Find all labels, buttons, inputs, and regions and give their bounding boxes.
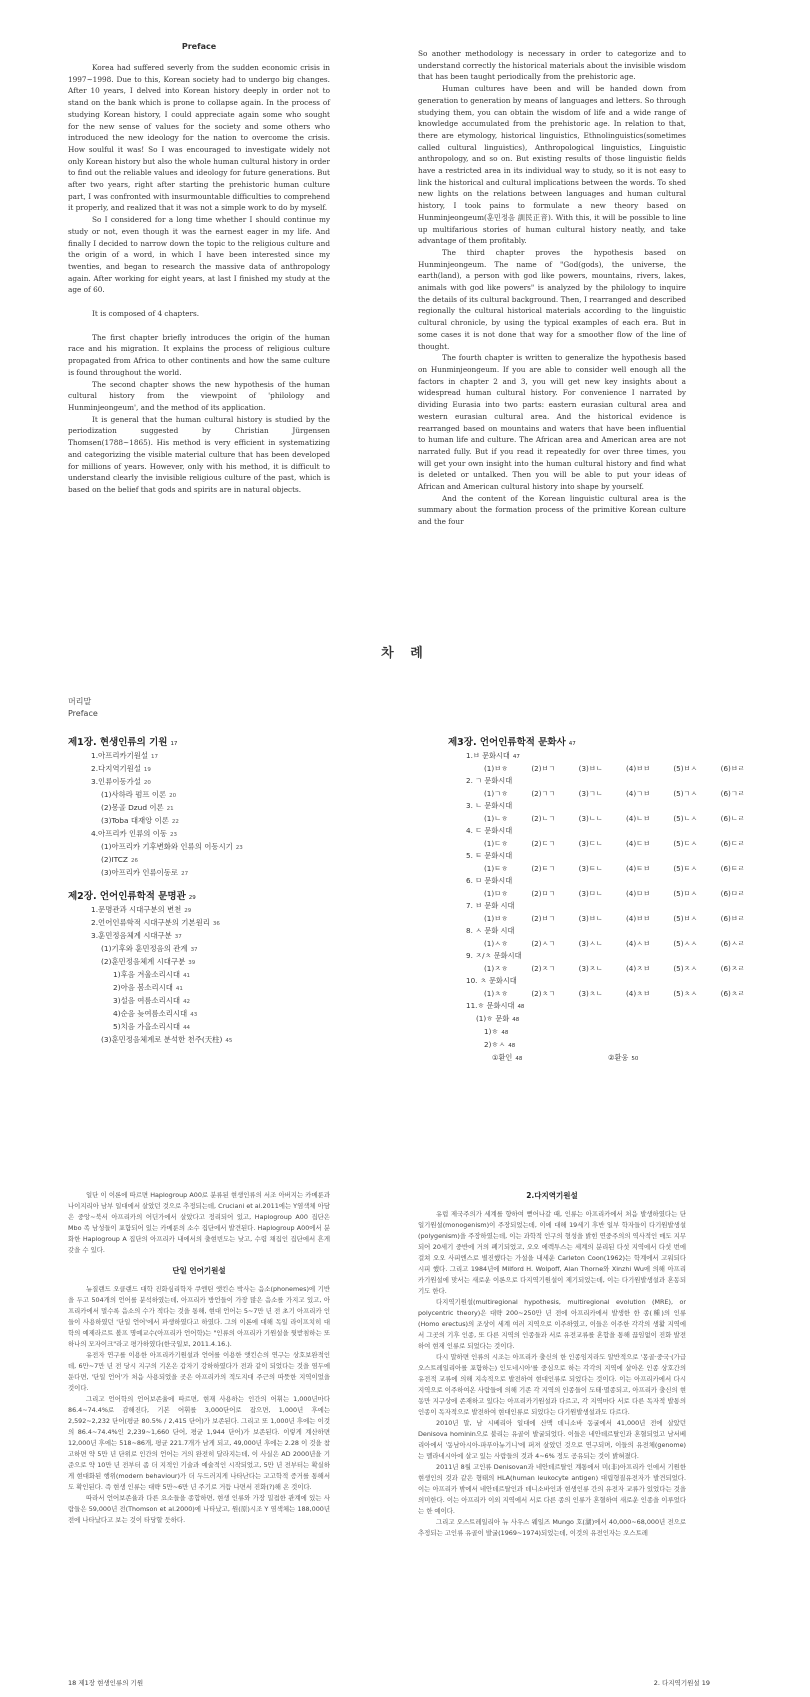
- toc-left-column: [68, 734, 368, 1047]
- toc-entry: (2)몽골 Dzud 이론 21: [101, 803, 174, 812]
- table-of-contents: [0, 600, 810, 1140]
- toc-section: 8. ㅅ 문화 시대: [466, 926, 515, 935]
- body-spread: [0, 1180, 810, 1697]
- toc-title: 차 례: [381, 646, 429, 661]
- preface-paragraph: It is general that the human cultural history is studied by the periodization suggested by Christian Jürgensen Thomsen(1788~1865). His method is very efficient in systematizing and categorizing the visible material culture that has been developed for millions of years. However, only with his method, it is difficult to understand clearly the invisible religious culture of the past, which is based on the belief that gods and spirits are in natural objects.: [68, 414, 330, 494]
- toc-entry: 3.훈민정음체계 시대구분 37: [91, 931, 182, 940]
- toc-subsection: (4)ㅈㅂ: [625, 964, 651, 973]
- toc-subsection: (6)ㄱㄹ: [720, 789, 745, 798]
- toc-subsection: (2)ㅅㄱ: [531, 939, 556, 948]
- toc-section: 10. ㅊ 문화시대: [466, 976, 517, 985]
- body-paragraph: 그리고 오스트레일리아 뉴 사우스 웨일즈 Mungo 호(湖)에서 40,000~68,000년 전으로 추정되는 고인류 유골이 발굴(1969~1974)되었는데, 이것의 유전인자는 오스트레: [418, 1518, 686, 1537]
- toc-subsection: (1)ㅊㅎ: [484, 989, 509, 998]
- toc-subsection: (3)ㅈㄴ: [578, 964, 603, 973]
- toc-subsection-row: [448, 888, 768, 900]
- toc-spacer: [68, 880, 368, 888]
- toc-subsection: (3)ㄷㄴ: [578, 839, 603, 848]
- toc-entry: 1.문명관과 시대구분의 변천 29: [91, 905, 192, 914]
- toc-entry: 1.아프리카기원설 17: [91, 751, 159, 760]
- toc-subsection: (1)ㅁㅎ: [484, 889, 509, 898]
- toc-section: 1.ㅂ 문화시대 47: [466, 751, 520, 760]
- preface-left-column: [68, 42, 330, 496]
- toc-subsection: (5)ㄷㅅ: [673, 839, 698, 848]
- toc-subsection: (5)ㅊㅅ: [673, 989, 698, 998]
- body-right-column: [418, 1190, 686, 1539]
- body-paragraph: 일단 이 이론에 따르면 Haplogroup A00로 분류된 현생인류의 서조 아버지는 카메룬과 나이지리아 남부 일대에서 살았던 것으로 추정되는데, Cruciani et al.2011에는 Y염색체 아담은 중앙~북서 아프리카의 어딘가에서 살았다고 정리되어 있고, Haplogroup A00 집단은 Mbo 족 남성들이 포함되어 있는 카메룬의 소수 집단에서 발견된다. Haplogroup A00에서 분화한 Haplogroup A 집단의 아프리카 내에서의 출현빈도는 낮고, 수렵 채집인 집단에서 흔게 갖을 수 있다.: [68, 1191, 330, 1254]
- toc-subsection: (2)ㄴㄱ: [531, 814, 556, 823]
- toc-item: 1)ㅎ 48: [484, 1027, 509, 1036]
- section-heading: 단일 언어기원설: [172, 1266, 226, 1275]
- toc-subsection: (2)ㅁㄱ: [531, 889, 556, 898]
- toc-chapter-3: 제3장. 언어인류학적 문화사 47: [448, 737, 576, 748]
- toc-subsection-row: [448, 813, 768, 825]
- body-paragraph: 2010년 말, 남 시베리아 일대에 산맥 데니소바 동굴에서 41,000년 전에 살았던 Denisova hominin으로 불리는 유골이 발굴되었다. 이들은 네안데르탈인과 혼혈되었고 남서베리아에서 '동남아시아-파푸아뉴기니'에 퍼져 살았던 것으로 연구되며, 이들의 유전체(genome)는 멜라네시아에 살고 있는 사람들의 것과 4~6% 정도 공유되는 것이 밝혀졌다.: [418, 1419, 686, 1460]
- body-paragraph: 따라서 언어보존율과 다른 요소들을 종합하면, 현생 인류와 가장 밀접한 관계에 있는 사람들은 59,000년 전(Thomson et al.2000)에 나타났고, 원(原)시조 Y 염색체는 188,000년 전에 나타났다고 보는 것이 타당할 듯하다.: [68, 1494, 330, 1524]
- toc-subsection: (4)ㄱㅂ: [625, 789, 651, 798]
- preface-paragraph: The second chapter shows the new hypothesis of the human cultural history from the viewpoint of 'philology and Hunminjeongeum', and the method of its application.: [68, 379, 330, 412]
- toc-subsection: (1)ㄴㅎ: [484, 814, 509, 823]
- toc-subsection: (1)ㅎ 문화 48: [476, 1014, 520, 1023]
- toc-subsection: (4)ㄴㅂ: [625, 814, 651, 823]
- toc-subsection: (3)ㅁㄴ: [578, 889, 603, 898]
- toc-entry: 3)설음 여름소리시대 42: [113, 996, 191, 1005]
- toc-entry: (2)훈민정음체계 시대구분 39: [101, 957, 196, 966]
- toc-subsection: (4)ㅌㅂ: [625, 864, 651, 873]
- toc-entry: (1)아프리카 기후변화와 인류의 이동시기 23: [101, 842, 243, 851]
- toc-subsection: (1)ㄷㅎ: [484, 839, 509, 848]
- toc-subsection: (6)ㅅㄹ: [720, 939, 745, 948]
- toc-subsection: (5)ㅂㅅ: [673, 764, 698, 773]
- toc-entry: 3.인류이동가설 20: [91, 777, 151, 786]
- toc-entry: 2.다지역기원설 19: [91, 764, 151, 773]
- toc-subsection: (5)ㄴㅅ: [673, 814, 698, 823]
- preface-paragraph: And the content of the Korean linguistic cultural area is the summary about the formation process of the primitive Korean culture and the four: [418, 493, 686, 527]
- toc-subsection: (6)ㅊㄹ: [720, 989, 745, 998]
- toc-subsection: (1)ㅂㅎ: [484, 764, 509, 773]
- toc-subsection: (2)ㅂㄱ: [531, 764, 556, 773]
- toc-front-matter: [68, 696, 98, 720]
- toc-subsection: (3)ㅊㄴ: [578, 989, 603, 998]
- toc-entry: 1)후음 겨울소리시대 41: [113, 970, 191, 979]
- toc-subsection: (5)ㅂㅅ: [673, 914, 698, 923]
- toc-subsection: (2)ㅊㄱ: [531, 989, 556, 998]
- toc-section: 2. ㄱ 문화시대: [466, 776, 513, 785]
- toc-item-row: ①환인 48 ②환웅 50: [492, 1053, 639, 1062]
- preface-paragraph: So another methodology is necessary in order to categorize and to understand correctly the historical materials about the invisible wisdom that has been taught periodically from the prehistoric age.: [418, 49, 686, 82]
- toc-section: 7. ㅂ 문화 시대: [466, 901, 515, 910]
- toc-subsection: (2)ㅈㄱ: [531, 964, 556, 973]
- body-paragraph: 그리고 언어학의 언어보존율에 따르면, 현재 사용하는 인간의 어휘는 1,000년마다 86.4~74.4%로 감해진다, 기본 어휘를 3,000단어로 잡으면, 1,000년 후에는 2,592~2,232 단어(평균 80.5% / 2,415 단어)가 보존된다. 그리고 또 1,000년 후에는 이것의 86.4~74.4%인 2,239~1,660 단어, 평균 1,944 단어)가 보존된다. 이렇게 계산하면 12,000년 후에는 518~86개, 평균 221.7개가 남게 되고, 49,000년 후에는 2.28 이 것을 참고하면 약 5만 년 단위로 인간의 언어는 거의 완전히 달라지는데, 이 사실은 AD 2000년을 기준으로 약 10만 년 전부터 좀 더 지적인 기술과 예술적인 시작되었고, 5만 년 전부터는 확실하게 현대화된 행위(modern behaviour)가 더 두드러지게 나타난다는 고고학적 증거를 통해서도 확인된다. 즉 현생 인류는 대략 5만~6만 년 주기로 거듭 나면서 진화(?)해 온 것이다.: [68, 1395, 330, 1491]
- body-paragraph: 2011년 8월 고인류 Denisovan과 네안데르탈인 계통에서 미(非)아프리카 인에서 기원한 현생인의 것과 같은 형태의 HLA(human leukocyte antigen) 대립형질유전자가 발견되었다. 이는 아프리카 밖에서 네안데르탈인과 데니소바인과 현생인류 간의 유전자 교류가 있었다는 것을 의미한다. 이는 아프리카 이외 지역에서 서로 다른 종의 인류가 혼혈하여 새로운 인종을 이루었다는 한 예이다.: [418, 1463, 686, 1515]
- toc-subsection: (6)ㅁㄹ: [720, 889, 745, 898]
- toc-subsection: (6)ㅂㄹ: [720, 914, 745, 923]
- toc-subsection: (4)ㄷㅂ: [625, 839, 651, 848]
- toc-subsection-row: [448, 963, 768, 975]
- toc-section-11: 11.ㅎ 문화시대 48: [466, 1001, 525, 1010]
- toc-subsection: (1)ㄱㅎ: [484, 789, 509, 798]
- toc-entry: 2.언어인류학적 시대구분의 기본원리 36: [91, 918, 220, 927]
- toc-subsection-row: [448, 938, 768, 950]
- toc-subsection-row: [448, 788, 768, 800]
- toc-subsection: (4)ㅁㅂ: [625, 889, 651, 898]
- toc-subsection: (4)ㅂㅂ: [625, 914, 651, 923]
- toc-entry: (1)기후와 훈민정음의 관계 37: [101, 944, 198, 953]
- toc-item: 2)ㅎㅅ 48: [484, 1040, 516, 1049]
- toc-subsection: (1)ㅅㅎ: [484, 939, 509, 948]
- toc-subsection: (1)ㅌㅎ: [484, 864, 509, 873]
- page-footer-left: 18 제1장 현생인류의 기원: [68, 1679, 144, 1687]
- toc-section: 6. ㅁ 문화시대: [466, 876, 513, 885]
- preface-paragraph: The first chapter briefly introduces the origin of the human race and his migration. It explains the process of religious culture propagated from Africa to other continents and how the same culture is found throughout the world.: [68, 332, 330, 377]
- toc-subsection: (5)ㅅㅅ: [673, 939, 698, 948]
- toc-subsection: (2)ㅂㄱ: [531, 914, 556, 923]
- page-footer-right: 2. 다지역기원설 19: [653, 1679, 710, 1687]
- toc-subsection: (2)ㄱㄱ: [531, 789, 556, 798]
- toc-subsection: (2)ㅌㄱ: [531, 864, 556, 873]
- toc-subsection: (6)ㄴㄹ: [720, 814, 745, 823]
- toc-subsection: (3)ㅌㄴ: [578, 864, 603, 873]
- toc-front-item: 머리말: [68, 697, 92, 706]
- toc-subsection: (5)ㄱㅅ: [673, 789, 698, 798]
- body-paragraph: 다지역기원설(multiregional hypothesis, multiregional evolution (MRE), or polycentric theory)은 대략 200~250만 년 전에 아프리카에서 발생한 한 종(種)의 인류(Homo erectus)의 조상이 세계 여러 지역으로 이주하였고, 이들은 이주한 각각의 생활 지역에서 그곳의 기후 인종, 또 다른 지역의 인종들과 서로 유전교류를 혼합을 통해 끊임없이 진화 발전하여 현재 인류로 되었다는 것이다.: [418, 1298, 686, 1350]
- toc-entry: 4.아프리카 인류의 이동 23: [91, 829, 178, 838]
- toc-subsection: (6)ㅌㄹ: [720, 864, 745, 873]
- preface-spread: [0, 0, 810, 527]
- body-left-column: [68, 1190, 330, 1526]
- toc-entry: (2)ITCZ 26: [101, 855, 138, 864]
- toc-subsection-row: [448, 838, 768, 850]
- preface-right-column: [418, 48, 686, 528]
- toc-section: 3. ㄴ 문화시대: [466, 801, 513, 810]
- preface-paragraph: The third chapter proves the hypothesis based on Hunminjeongeum. The name of "God(gods), the universe, the earth(land), a person with god like powers, mountains, rivers, lakes, animals with god like powers" is analyzed by the philology to inquire the details of its cultural background. Then, I rearranged and described regionally the cultural historical materials according to the linguistic cultural chronicle, by using the typical examples of each era. But in some cases it is not done that way for a smoother flow of the line of thought.: [418, 247, 686, 351]
- toc-entry: (3)아프리카 인류이동로 27: [101, 868, 189, 877]
- toc-entry: (3)훈민정음체계로 분석한 천주(天柱) 45: [101, 1035, 233, 1044]
- toc-subsection: (1)ㅂㅎ: [484, 914, 509, 923]
- toc-section: 5. ㅌ 문화시대: [466, 851, 513, 860]
- toc-subsection: (4)ㅅㅂ: [625, 939, 651, 948]
- toc-subsection: (3)ㅂㄴ: [578, 764, 603, 773]
- toc-subsection: (4)ㅂㅂ: [625, 764, 651, 773]
- preface-title: Preface: [181, 42, 217, 51]
- toc-subsection: (3)ㅅㄴ: [578, 939, 603, 948]
- section-heading: 2.다지역기원설: [526, 1191, 578, 1200]
- toc-subsection: (5)ㅁㅅ: [673, 889, 698, 898]
- toc-subsection: (6)ㅂㄹ: [720, 764, 745, 773]
- toc-entry: 4)순음 늦여름소리시대 43: [113, 1009, 198, 1018]
- body-paragraph: 유전자 연구를 이용한 아프리카기원설과 언어를 이용한 앳킨슨의 연구는 상호보완적인데, 6만~7만 년 전 당시 지구의 기온은 갑자기 강하하였다가 전과 같이 되었다는 것을 염두에 둔다면, '단일 언어'가 처음 사용되었을 곳은 아프리카의 적도지대 주근의 따뜻한 지역이었을 것이다.: [68, 1351, 330, 1392]
- toc-section: 9. ㅈ/ㅊ 문화시대: [466, 951, 522, 960]
- preface-paragraph: The fourth chapter is written to generalize the hypothesis based on Hunminjeongeum. If you are able to consider well enough all the factors in chapter 2 and 3, you will get new key insights about a widespread human cultural history. For convenience I narrated by dividing Eurasia into two parts: eastern eurasian cultural area and western eurasian cultural area. And the historical evidence is rearranged based on mountains and waters that have been influential to human life and culture. The African area and American area are not narrated fully. But if you read it repeatedly for over three times, you will get your own insight into the human cultural history and find what is deleted or untalked. Then you will be able to put your ideas of African and American cultural history into shape by yourself.: [418, 353, 686, 492]
- preface-paragraph: It is composed of 4 chapters.: [92, 309, 200, 319]
- toc-entry: 2)아음 봄소리시대 41: [113, 983, 183, 992]
- body-paragraph: 뉴질랜드 오클랜드 대학 진화심리학자 쿠엔틴 앳킨슨 박사는 음소(phonemes)에 기반을 두고 504개의 언어를 분석하였는데, 아프리카 방언들이 가장 많은 음소를 가지고 있고, 아프리카에서 멀수록 음소의 수가 적다는 것을 통해, 현대 언어는 5~7만 년 전 초기 아프리카 인들이 사용하였던 '단일 언어'에서 파생하였다고 하였다. 그의 이론에 대해 독일 라이프치히 대학의 예제라르트 볼프 명예교수(아프리카 언어학)는 "인류의 아프리카 기원설을 뒷받침하는 또 하나의 모자이크"라고 평가하였다(한국일보, 2011.4.16.).: [68, 1285, 330, 1348]
- toc-subsection: (3)ㄴㄴ: [578, 814, 603, 823]
- preface-paragraph: Human cultures have been and will be handed down from generation to generation by means of languages and letters. So through studying them, you can obtain the wisdom of life and a wide range of knowledge accumulated from the prehistoric age. In relation to that, there are etymology, historical linguistics, Ethnolinguistics(sometimes called cultural linguistics), Anthropological linguistics, Linguistic anthropology, and so on. But existing results of those linguistic fields have a restricted area in its individual way to study, so it is not easy to link the historical and cultural implications between the words. To shed new lights on the relations between languages and human cultural history, I took pains to formulate a new theory based on Hunminjeongeum(훈민정음 訓民正音). With this, it will be possible to line up multifarious stories of human cultural history neatly, and take advantage of them profitably.: [418, 84, 686, 246]
- toc-subsection-row: [448, 763, 768, 775]
- preface-paragraph: Korea had suffered severly from the sudden economic crisis in 1997~1998. Due to this, Korean society had to undergo big changes. After 10 years, I delved into Korean history deeply in order not to stand on the bank which is prone to collapse again. In the process of studying Korean history, I could appreciate again some who sought for the new sense of values for the society and some others who introduced the new ideology for the nation to overcome the crisis. How soulful it was! So I was encouraged to investigate widely not only Korean history but also the whole human cultural history in order to find out the reliable values and ideology for future generations. But after two years, right after starting the prehistoric human culture part, I was confronted with insurmountable difficulties to comprehend it properly, and realized that it was not a simple work to do by myself.: [68, 63, 330, 213]
- body-paragraph: 다시 말하면 인류의 시조는 아프리카 출신의 한 인종임지라도 알반적으로 '몽골·중국·(가급 오스트레일리아를 포함하는) 인도네시아'를 중심으로 하는 각각의 지역에 살아온 인종 상호간의 유전적 교류에 의해 지속적으로 발전하여 현대인류로 되었다는 것이다. 이는 아프리카에서 다시 지역으로 이주하여온 사람들에 의해 기존 각 지역의 인종들이 도태·멸종되고, 아프리카 출신의 현동만 지구상에 존재하고 있다는 아프리카기원설과 다르고, 각 지역마다 서로 다른 독자적 발통의 인종이 독자적으로 발전하여 현대인류로 되었다는 다기원발생설과도 다르다.: [418, 1353, 686, 1416]
- toc-subsection: (1)ㅈㅎ: [484, 964, 509, 973]
- toc-entry: (1)사하라 펌프 이론 20: [101, 790, 177, 799]
- toc-subsection-row: [448, 863, 768, 875]
- toc-subsection-row: [448, 913, 768, 925]
- toc-right-column: [448, 734, 768, 1065]
- toc-subsection: (3)ㅂㄴ: [578, 914, 603, 923]
- toc-subsection: (6)ㅈㄹ: [720, 964, 745, 973]
- toc-subsection: (3)ㄱㄴ: [578, 789, 603, 798]
- toc-front-item: Preface: [68, 709, 98, 718]
- body-paragraph: 유럽 제국주의가 세계를 향하여 뻗어나갈 때, 인류는 아프리카에서 처음 발생하였다는 단일기원설(monogenism)이 주장되었는데, 이에 대해 19세기 후반 일부 학자들이 다기원발생설(polygenism)을 주장하였는데, 이는 과학적 인구의 형성을 밝힌 연중주의의 역사적인 매도 지무되어 20세기 중반에 거의 폐기되었고, 오오 에렉투스는 세계의 분리된 다섯 지역에서 다섯 번에 걸쳐 오오 사피엔스로 별진했다는 가설을 내세운 Carleton Coon(1962)는 학계에서 고워되다시피 했다. 그리고 1984년에 Milford H. Wolpoff, Alan Thorne와 Xinzhi Wu에 의해 아프리카기원설에 맞서는 새로운 이론으로 다지역기원설이 제기되었는데, 이는 다기원발생설과 혼동되기도 한다.: [418, 1210, 686, 1295]
- toc-subsection: (2)ㄷㄱ: [531, 839, 556, 848]
- toc-subsection: (4)ㅊㅂ: [625, 989, 651, 998]
- toc-section: 4. ㄷ 문화시대: [466, 826, 513, 835]
- toc-chapter: 제1장. 현생인류의 기원 17: [68, 737, 178, 748]
- toc-chapter: 제2장. 언어인류학적 문명관 29: [68, 891, 196, 902]
- preface-paragraph: So I considered for a long time whether I should continue my study or not, even though it was the earnest eager in my life. And finally I decided to narrow down the topic to the religious culture and the origin of a word, in which I have been interested since my twenties, and began to research the massive data of anthropology again. After working for eight years, at last I finished my study at the age of 60.: [68, 215, 330, 295]
- toc-subsection: (5)ㅈㅅ: [673, 964, 698, 973]
- toc-subsection-row: [448, 988, 768, 1000]
- toc-entry: 5)치음 가을소리시대 44: [113, 1022, 191, 1031]
- toc-subsection: (6)ㄷㄹ: [720, 839, 745, 848]
- toc-subsection: (5)ㅌㅅ: [673, 864, 698, 873]
- toc-entry: (3)Toba 대재앙 이론 22: [101, 816, 179, 825]
